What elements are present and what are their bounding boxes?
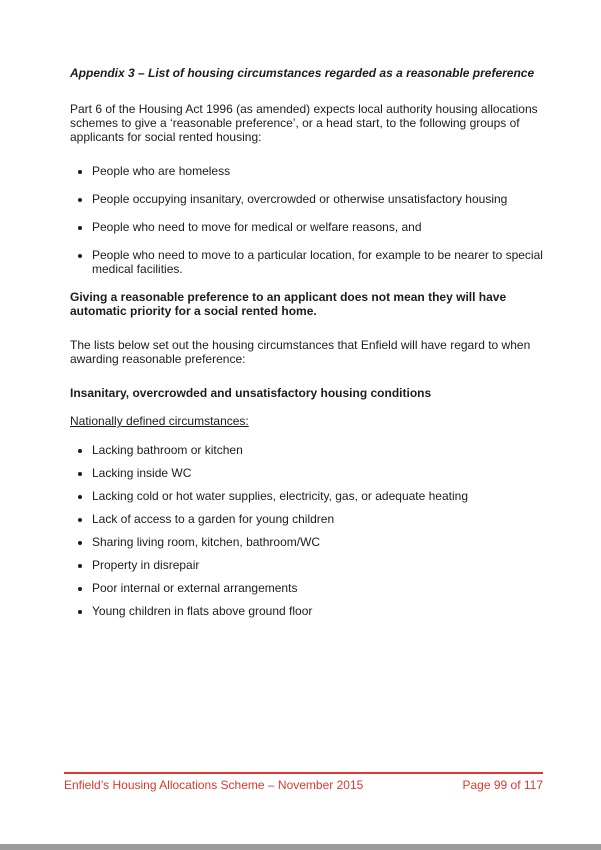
list-item: • Lack of access to a garden for young children [92,512,543,526]
subsection-heading: Nationally defined circumstances: [70,414,249,428]
list-item: • People occupying insanitary, overcrowded or otherwise unsatisfactory housing [92,192,543,206]
list-item: • Poor internal or external arrangements [92,581,543,595]
list-item: • Lacking inside WC [92,466,543,480]
appendix-title: Appendix 3 – List of housing circumstances regarded as a reasonable preference [70,66,535,80]
intro-paragraph: Part 6 of the Housing Act 1996 (as amended) expects local authority housing allocations schemes to give a ‘reasonable preference’, or a head start, to the following groups of applicants for social rented housing: [70,102,538,144]
footer-page-number: Page 99 of 117 [462,778,543,792]
list-item: • Sharing living room, kitchen, bathroom/WC [92,535,543,549]
list-item: • Lacking cold or hot water supplies, electricity, gas, or adequate heating [92,489,543,503]
page-content [70,66,543,627]
bold-note: Giving a reasonable preference to an applicant does not mean they will have automatic priority for a social rented home. [70,290,507,318]
list-item: • Lacking bathroom or kitchen [92,443,543,457]
list-item: • People who need to move for medical or welfare reasons, and [92,220,543,234]
nationally-defined-list [70,443,543,618]
list-item: • Young children in flats above ground floor [92,604,543,618]
list-item: • People who need to move to a particular location, for example to be nearer to special medical facilities. [92,248,543,276]
list-item: • Property in disrepair [92,558,543,572]
page-bottom-edge [0,844,601,850]
footer [64,772,543,792]
preference-groups-list [70,164,543,276]
list-item: • People who are homeless [92,164,543,178]
lists-intro-paragraph: The lists below set out the housing circumstances that Enfield will have regard to when awarding reasonable preference: [70,338,531,366]
footer-document-title: Enfield’s Housing Allocations Scheme – November 2015 [64,778,364,792]
section-heading: Insanitary, overcrowded and unsatisfactory housing conditions [70,386,432,400]
